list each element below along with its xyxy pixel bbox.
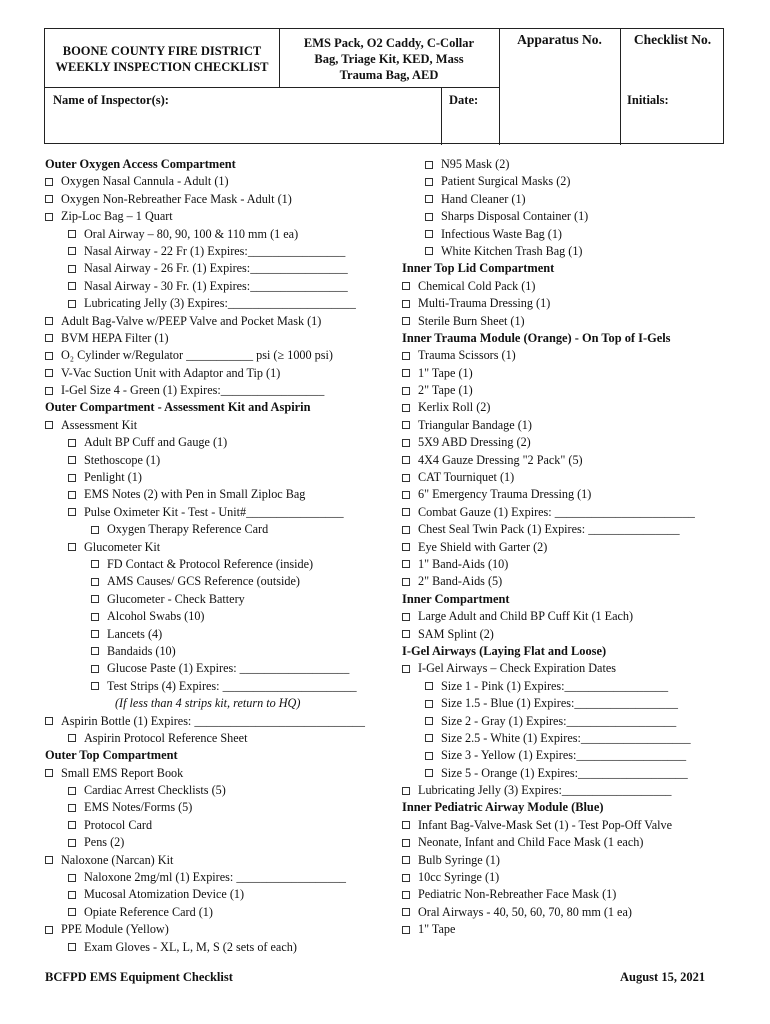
item-label: EMS Notes (2) with Pen in Small Ziploc Bag — [84, 487, 306, 502]
item-label: Assessment Kit — [61, 417, 138, 432]
checkbox[interactable] — [68, 874, 76, 882]
item-label: Size 5 - Orange (1) Expires:__________________ — [441, 765, 688, 780]
checkbox[interactable] — [68, 282, 76, 290]
checklist-item — [45, 713, 395, 730]
item-label: 1" Tape (1) — [418, 365, 473, 380]
checklist-item — [45, 626, 395, 643]
checklist-item — [45, 695, 395, 712]
item-label: Aspirin Bottle (1) Expires: ____________________________ — [61, 713, 365, 728]
checklist-item — [402, 521, 732, 538]
divider — [441, 87, 442, 145]
item-label: Combat Gauze (1) Expires: _______________________ — [418, 504, 695, 519]
checkbox[interactable] — [91, 682, 99, 690]
checkbox[interactable] — [425, 717, 433, 725]
checkbox[interactable] — [402, 387, 410, 395]
section-title: Inner Compartment — [402, 591, 510, 606]
date-label: Date: — [449, 93, 479, 107]
checkbox[interactable] — [402, 474, 410, 482]
item-label: I-Gel Size 4 - Green (1) Expires:_________________ — [61, 383, 325, 398]
item-label: Large Adult and Child BP Cuff Kit (1 Each) — [418, 609, 634, 624]
item-label: Eye Shield with Garter (2) — [418, 539, 548, 554]
checkbox[interactable] — [402, 282, 410, 290]
item-label: BVM HEPA Filter (1) — [61, 330, 169, 345]
item-label: Infectious Waste Bag (1) — [441, 226, 562, 241]
checklist-item — [45, 573, 395, 590]
section-heading — [402, 643, 732, 660]
item-label: Test Strips (4) Expires: ______________________ — [107, 678, 357, 693]
checklist-item — [402, 556, 732, 573]
item-label: EMS Notes/Forms (5) — [84, 800, 193, 815]
checklist-item — [45, 834, 395, 851]
header-box — [44, 28, 724, 144]
checklist-item — [45, 869, 395, 886]
checklist-item — [45, 504, 395, 521]
checklist-item — [402, 347, 732, 364]
item-label: Kerlix Roll (2) — [418, 400, 491, 415]
checkbox[interactable] — [68, 230, 76, 238]
checklist-item — [45, 243, 395, 260]
item-label: Nasal Airway - 22 Fr (1) Expires:________________ — [84, 243, 346, 258]
checkbox[interactable] — [68, 508, 76, 516]
section-heading — [45, 156, 395, 173]
checklist-item — [45, 313, 395, 330]
item-label: Naloxone (Narcan) Kit — [61, 852, 174, 867]
checkbox[interactable] — [68, 247, 76, 255]
item-label: Penlight (1) — [84, 470, 142, 485]
checkbox[interactable] — [45, 213, 53, 221]
checkbox[interactable] — [45, 317, 53, 325]
checklist-item — [402, 886, 732, 903]
section-heading — [402, 799, 732, 816]
checklist-item — [402, 817, 732, 834]
checklist-item — [402, 399, 732, 416]
item-label: 1" Band-Aids (10) — [418, 556, 509, 571]
item-label: Sterile Burn Sheet (1) — [418, 313, 525, 328]
checkbox[interactable] — [402, 456, 410, 464]
checklist-item — [45, 173, 395, 190]
checklist-item — [45, 260, 395, 277]
checkbox[interactable] — [68, 734, 76, 742]
item-label: Triangular Bandage (1) — [418, 417, 532, 432]
checkbox[interactable] — [402, 404, 410, 412]
checklist-item — [45, 556, 395, 573]
checklist-item — [402, 452, 732, 469]
checkbox[interactable] — [402, 317, 410, 325]
checkbox[interactable] — [45, 369, 53, 377]
checkbox[interactable] — [402, 421, 410, 429]
checklist-item — [402, 573, 732, 590]
checkbox[interactable] — [425, 213, 433, 221]
item-label: Adult Bag-Valve w/PEEP Valve and Pocket Mask (1) — [61, 313, 322, 328]
checkbox[interactable] — [68, 439, 76, 447]
checkbox[interactable] — [68, 474, 76, 482]
item-label: Chest Seal Twin Pack (1) Expires: _______________ — [418, 522, 680, 537]
item-label: Pens (2) — [84, 835, 125, 850]
checklist-item — [402, 313, 732, 330]
equipment-list-title: EMS Pack, O2 Caddy, C-Collar Bag, Triage Kit, KED, Mass Trauma Bag, AED — [303, 36, 475, 82]
checkbox[interactable] — [45, 195, 53, 203]
checkbox[interactable] — [91, 526, 99, 534]
item-label: Aspirin Protocol Reference Sheet — [84, 730, 248, 745]
checkbox[interactable] — [91, 578, 99, 586]
section-title: Inner Trauma Module (Orange) - On Top of I-Gels — [402, 330, 671, 345]
checklist-item — [45, 452, 395, 469]
checkbox[interactable] — [425, 769, 433, 777]
section-title: Inner Pediatric Airway Module (Blue) — [402, 800, 604, 815]
item-label: 10cc Syringe (1) — [418, 870, 500, 885]
checklist-item — [45, 226, 395, 243]
section-heading — [402, 260, 732, 277]
checklist-item — [45, 469, 395, 486]
section-title: Inner Top Lid Compartment — [402, 261, 555, 276]
checklist-item — [402, 730, 732, 747]
checklist-item — [45, 434, 395, 451]
item-label: Adult BP Cuff and Gauge (1) — [84, 435, 228, 450]
checkbox[interactable] — [402, 926, 410, 934]
item-label: Oxygen Non-Rebreather Face Mask - Adult (1) — [61, 191, 292, 206]
item-label: SAM Splint (2) — [418, 626, 494, 641]
item-label: N95 Mask (2) — [441, 157, 510, 171]
item-label: I-Gel Airways – Check Expiration Dates — [418, 661, 616, 676]
section-title: Outer Top Compartment — [45, 748, 178, 763]
item-label: Size 1 - Pink (1) Expires:_________________ — [441, 678, 669, 693]
checklist-item — [402, 782, 732, 799]
checklist-item — [45, 330, 395, 347]
checklist-item — [45, 417, 395, 434]
item-label: 5X9 ABD Dressing (2) — [418, 435, 531, 450]
item-label: Oral Airways - 40, 50, 60, 70, 80 mm (1 ea) — [418, 904, 632, 919]
item-label: Glucometer - Check Battery — [107, 591, 245, 606]
checklist-item — [45, 365, 395, 382]
footer-left: BCFPD EMS Equipment Checklist — [45, 970, 233, 984]
checkbox[interactable] — [68, 821, 76, 829]
checkbox[interactable] — [68, 456, 76, 464]
checklist-item — [402, 191, 732, 208]
checkbox[interactable] — [45, 352, 53, 360]
item-label: Sharps Disposal Container (1) — [441, 209, 589, 224]
item-label: Nasal Airway - 30 Fr. (1) Expires:________________ — [84, 278, 348, 293]
item-label: White Kitchen Trash Bag (1) — [441, 243, 583, 258]
section-heading — [45, 399, 395, 416]
item-label: Lubricating Jelly (3) Expires:_____________________ — [84, 296, 356, 311]
checklist-item — [402, 382, 732, 399]
checklist-item — [402, 295, 732, 312]
item-label: Small EMS Report Book — [61, 765, 184, 780]
item-label: Size 1.5 - Blue (1) Expires:_________________ — [441, 696, 678, 711]
item-label: 4X4 Gauze Dressing "2 Pack" (5) — [418, 452, 583, 467]
checkbox[interactable] — [91, 630, 99, 638]
checklist-item — [45, 660, 395, 677]
checkbox[interactable] — [402, 856, 410, 864]
item-label: FD Contact & Protocol Reference (inside) — [107, 556, 314, 571]
item-label: (If less than 4 strips kit, return to HQ) — [115, 696, 301, 711]
checklist-item — [402, 869, 732, 886]
checklist-item — [402, 486, 732, 503]
checkbox[interactable] — [402, 439, 410, 447]
checklist-item — [402, 765, 732, 782]
checklist-item — [402, 434, 732, 451]
item-label: Zip-Loc Bag – 1 Quart — [61, 209, 173, 224]
checklist-item — [45, 678, 395, 695]
item-label: AMS Causes/ GCS Reference (outside) — [107, 574, 300, 589]
checklist-item — [402, 834, 732, 851]
item-label: Glucometer Kit — [84, 539, 161, 554]
checklist-item — [402, 504, 732, 521]
checkbox[interactable] — [402, 891, 410, 899]
item-label: Patient Surgical Masks (2) — [441, 174, 571, 189]
section-heading — [402, 591, 732, 608]
item-label: Bulb Syringe (1) — [418, 852, 500, 867]
checklist-item — [45, 921, 395, 938]
checkbox[interactable] — [68, 265, 76, 273]
checkbox[interactable] — [402, 300, 410, 308]
checkbox[interactable] — [425, 178, 433, 186]
checkbox[interactable] — [425, 230, 433, 238]
checklist-item — [45, 539, 395, 556]
checklist-item — [45, 886, 395, 903]
checkbox[interactable] — [68, 787, 76, 795]
item-label: Naloxone 2mg/ml (1) Expires: __________________ — [84, 870, 347, 885]
checkbox[interactable] — [425, 752, 433, 760]
checklist-item — [402, 660, 732, 677]
item-label: Oral Airway – 80, 90, 100 & 110 mm (1 ea) — [84, 226, 299, 241]
checklist-item — [45, 939, 395, 956]
checklist-item — [45, 486, 395, 503]
checkbox[interactable] — [402, 665, 410, 673]
checkbox[interactable] — [425, 700, 433, 708]
item-label: Glucose Paste (1) Expires: __________________ — [107, 661, 350, 676]
checkbox[interactable] — [68, 908, 76, 916]
item-label: Lancets (4) — [107, 626, 163, 641]
checkbox[interactable] — [402, 821, 410, 829]
checklist-item — [45, 765, 395, 782]
checklist-item — [45, 904, 395, 921]
checklist-item — [45, 799, 395, 816]
checklist-item — [45, 782, 395, 799]
item-label: Multi-Trauma Dressing (1) — [418, 296, 551, 311]
checklist-item — [402, 173, 732, 190]
checkbox[interactable] — [402, 508, 410, 516]
left-column — [45, 156, 395, 956]
checklist-item — [402, 208, 732, 225]
item-label: Alcohol Swabs (10) — [107, 609, 205, 624]
checkbox[interactable] — [68, 891, 76, 899]
item-label: Opiate Reference Card (1) — [84, 904, 213, 919]
apparatus-label: Apparatus No. — [517, 32, 602, 47]
checkbox[interactable] — [45, 717, 53, 725]
checklist-item — [402, 243, 732, 260]
checkbox[interactable] — [91, 595, 99, 603]
checklist-item — [402, 417, 732, 434]
checklist-item — [45, 730, 395, 747]
item-label: Neonate, Infant and Child Face Mask (1 each) — [418, 835, 644, 850]
item-label: Stethoscope (1) — [84, 452, 161, 467]
checklist-item — [402, 713, 732, 730]
item-label: 1" Tape — [418, 922, 456, 937]
checkbox[interactable] — [402, 874, 410, 882]
item-label: 2" Band-Aids (5) — [418, 574, 503, 589]
checkbox[interactable] — [68, 300, 76, 308]
checkbox[interactable] — [402, 526, 410, 534]
checkbox[interactable] — [68, 943, 76, 951]
checkbox[interactable] — [45, 769, 53, 777]
section-title: Outer Oxygen Access Compartment — [45, 157, 236, 171]
checklist-item — [402, 469, 732, 486]
checkbox[interactable] — [402, 630, 410, 638]
checklist-item — [45, 295, 395, 312]
item-label: Oxygen Nasal Cannula - Adult (1) — [61, 174, 229, 189]
checkbox[interactable] — [45, 178, 53, 186]
item-label: Size 2.5 - White (1) Expires:__________________ — [441, 730, 691, 745]
checklist-item — [402, 278, 732, 295]
checkbox[interactable] — [68, 491, 76, 499]
checkbox[interactable] — [402, 369, 410, 377]
checkbox[interactable] — [45, 926, 53, 934]
checkbox[interactable] — [45, 387, 53, 395]
checklist-item — [45, 191, 395, 208]
checklist-item — [402, 921, 732, 938]
checkbox[interactable] — [68, 839, 76, 847]
checkbox[interactable] — [402, 352, 410, 360]
checklist-item — [402, 608, 732, 625]
checkbox[interactable] — [91, 665, 99, 673]
checklist-label: Checklist No. — [633, 32, 712, 47]
item-label: 6" Emergency Trauma Dressing (1) — [418, 487, 592, 502]
checklist-item — [45, 608, 395, 625]
checkbox[interactable] — [425, 682, 433, 690]
item-label: O₂ Cylinder w/Regulator ___________ psi (≥ 1000 psi) — [61, 348, 333, 363]
initials-label: Initials: — [627, 93, 669, 107]
checklist-item — [45, 817, 395, 834]
checklist-item — [402, 226, 732, 243]
checklist-item — [402, 626, 732, 643]
checklist-item — [45, 852, 395, 869]
item-label: Bandaids (10) — [107, 643, 176, 658]
checklist-item — [45, 347, 395, 364]
section-title: Outer Compartment - Assessment Kit and Aspirin — [45, 400, 311, 415]
checkbox[interactable] — [402, 613, 410, 621]
item-label: Protocol Card — [84, 817, 153, 832]
footer-date: August 15, 2021 — [620, 970, 706, 984]
checklist-item — [402, 539, 732, 556]
checklist-item — [402, 747, 732, 764]
checkbox[interactable] — [45, 856, 53, 864]
checkbox[interactable] — [402, 839, 410, 847]
checkbox[interactable] — [91, 613, 99, 621]
checkbox[interactable] — [402, 908, 410, 916]
item-label: CAT Tourniquet (1) — [418, 470, 515, 485]
checkbox[interactable] — [402, 560, 410, 568]
checkbox[interactable] — [402, 578, 410, 586]
right-column — [402, 156, 732, 939]
checkbox[interactable] — [402, 787, 410, 795]
checklist-item — [45, 382, 395, 399]
item-label: V-Vac Suction Unit with Adaptor and Tip (1) — [61, 365, 281, 380]
item-label: 2" Tape (1) — [418, 383, 473, 398]
checkbox[interactable] — [425, 161, 433, 169]
item-label: Exam Gloves - XL, L, M, S (2 sets of each) — [84, 939, 297, 954]
checkbox[interactable] — [68, 804, 76, 812]
item-label: Size 2 - Gray (1) Expires:__________________ — [441, 713, 677, 728]
item-label: Chemical Cold Pack (1) — [418, 278, 536, 293]
item-label: PPE Module (Yellow) — [61, 922, 169, 937]
checklist-item — [45, 521, 395, 538]
item-label: Trauma Scissors (1) — [418, 348, 516, 363]
section-heading — [45, 747, 395, 764]
item-label: Cardiac Arrest Checklists (5) — [84, 783, 226, 798]
item-label: Hand Cleaner (1) — [441, 191, 526, 206]
checkbox[interactable] — [45, 334, 53, 342]
item-label: Size 3 - Yellow (1) Expires:__________________ — [441, 748, 687, 763]
item-label: Lubricating Jelly (3) Expires:__________________ — [418, 783, 672, 798]
checkbox[interactable] — [425, 247, 433, 255]
checklist-item — [402, 365, 732, 382]
checkbox[interactable] — [425, 734, 433, 742]
form-title: BOONE COUNTY FIRE DISTRICT WEEKLY INSPECTION CHECKLIST — [55, 44, 269, 74]
checklist-item — [402, 678, 732, 695]
divider — [45, 87, 499, 88]
checkbox[interactable] — [45, 421, 53, 429]
item-label: Infant Bag-Valve-Mask Set (1) - Test Pop-Off Valve — [418, 817, 673, 832]
checkbox[interactable] — [91, 647, 99, 655]
item-label: Mucosal Atomization Device (1) — [84, 887, 245, 902]
checkbox[interactable] — [68, 543, 76, 551]
section-heading — [402, 330, 732, 347]
checklist-item — [402, 156, 732, 173]
item-label: Nasal Airway - 26 Fr. (1) Expires:________________ — [84, 261, 348, 276]
checklist-item — [402, 852, 732, 869]
item-label: Pulse Oximeter Kit - Test - Unit#________________ — [84, 504, 344, 519]
checklist-item — [45, 643, 395, 660]
item-label: Oxygen Therapy Reference Card — [107, 522, 269, 537]
checkbox[interactable] — [402, 543, 410, 551]
checklist-item — [402, 695, 732, 712]
section-title: I-Gel Airways (Laying Flat and Loose) — [402, 643, 607, 658]
checklist-item — [402, 904, 732, 921]
checkbox[interactable] — [402, 491, 410, 499]
checkbox[interactable] — [425, 195, 433, 203]
checkbox[interactable] — [91, 560, 99, 568]
checklist-item — [45, 208, 395, 225]
item-label: Pediatric Non-Rebreather Face Mask (1) — [418, 887, 617, 902]
checklist-item — [45, 591, 395, 608]
inspector-label: Name of Inspector(s): — [53, 93, 169, 107]
checklist-item — [45, 278, 395, 295]
